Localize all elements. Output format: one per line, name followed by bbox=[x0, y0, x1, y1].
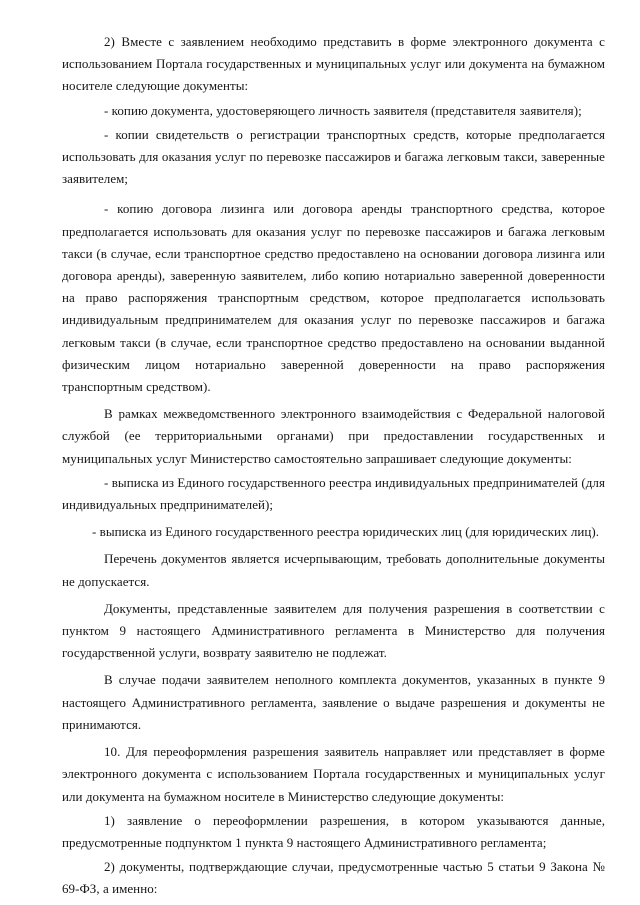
paragraph-interagency-request: В рамках межведомственного электронного взаимодействия с Федеральной налоговой службой (ее территориальными органами) при предоставлении государственных и муниципальных услуг Министерство самостоятельно запрашивает следующие документы: bbox=[62, 406, 605, 466]
list-item-individual-register-extract: - выписка из Единого государственного реестра индивидуальных предпринимателей (для индивидуальных предпринимателей); bbox=[62, 474, 605, 513]
list-item-reissue-application: 1) заявление о переоформлении разрешения, в котором указываются данные, предусмотренные подпунктом 1 пункта 9 настоящего Административного регламента; bbox=[62, 812, 605, 850]
paragraph-incomplete-set: В случае подачи заявителем неполного комплекта документов, указанных в пункте 9 настоящего Административного регламента, заявление о выдаче разрешения и документы не принимаются. bbox=[62, 672, 605, 732]
document-body bbox=[62, 31, 605, 901]
list-item-legal-entity-register-extract: - выписка из Единого государственного реестра юридических лиц (для юридических лиц). bbox=[92, 524, 600, 540]
paragraph-reissue-documents: 10. Для переоформления разрешения заявитель направляет или представляет в форме электронного документа с использованием Портала государственных и муниципальных услуг или документа на бумажном носителе в Министерство следующие документы: bbox=[62, 744, 605, 804]
paragraph-documents-not-returned: Документы, представленные заявителем для получения разрешения в соответствии с пунктом 9 настоящего Административного регламента в Министерство для получения государственной услуги, возврату заявителю не подлежат. bbox=[62, 600, 605, 661]
list-item-leasing-contract: - копию договора лизинга или договора аренды транспортного средства, которое предполагается использовать для оказания услуг по перевозке пассажиров и багажа легковым такси (в случае, если транспортное средство предоставлено на основании договора лизинга или договора аренды), заверенную заявителем, либо копию нотариально заверенной доверенности на право распоряжения транспортным средством, которое предполагается использовать индивидуальным предпринимателем для оказания услуг по перевозке пассажиров и багажа легковым такси (в случае, если транспортное средство предоставлено на основании выданной физическим лицом нотариально заверенной доверенности на право распоряжения транспортным средством). bbox=[62, 201, 605, 395]
paragraph-exhaustive-list: Перечень документов является исчерпывающим, требовать дополнительные документы не допускается. bbox=[62, 551, 605, 589]
list-item-vehicle-registration: - копии свидетельств о регистрации транспортных средств, которые предполагается использовать для оказания услуг по перевозке пассажиров и багажа легковым такси, заверенные заявителем; bbox=[62, 126, 605, 187]
list-item-supporting-documents: 2) документы, подтверждающие случаи, предусмотренные частью 5 статьи 9 Закона № 69-ФЗ, а именно: bbox=[62, 859, 605, 897]
list-item-identity-document: - копию документа, удостоверяющего личность заявителя (представителя заявителя); bbox=[104, 102, 582, 118]
paragraph-documents-with-application: 2) Вместе с заявлением необходимо представить в форме электронного документа с использованием Портала государственных и муниципальных услуг или документа на бумажном носителе следующие документы: bbox=[62, 34, 605, 94]
